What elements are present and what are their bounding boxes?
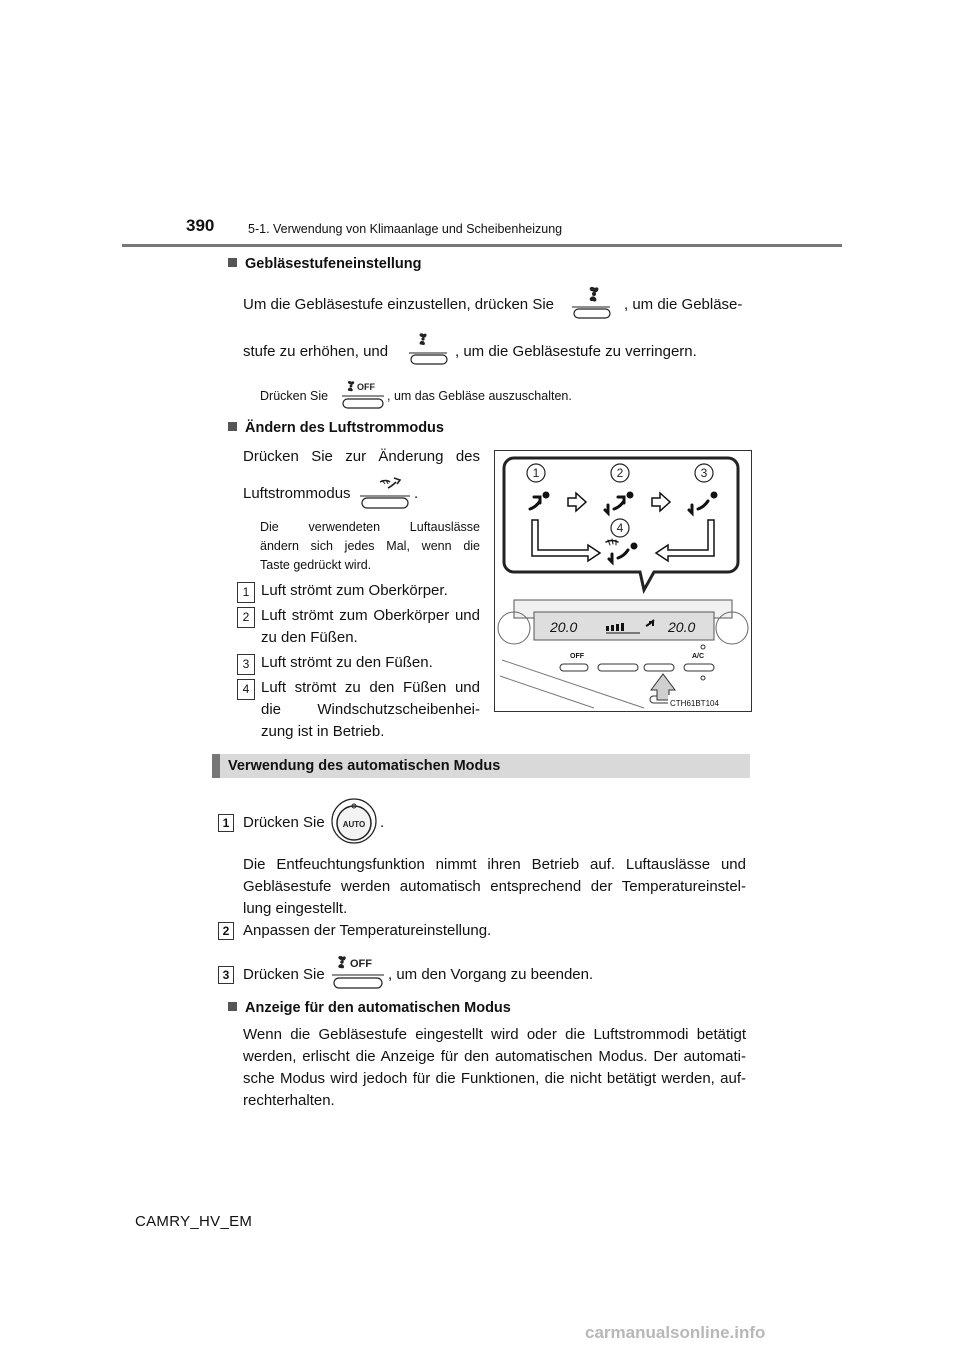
step-number-3: 3 (218, 966, 234, 984)
square-bullet-icon (228, 1002, 237, 1011)
step2-text: Anpassen der Temperatureinstellung. (243, 922, 492, 939)
header-rule (122, 244, 842, 247)
panel-off-label: OFF (570, 653, 584, 660)
airflow-note-2: ändern sich jedes Mal, wenn die (260, 539, 480, 553)
callout-2: 2 (616, 466, 624, 480)
off-button-icon (330, 952, 386, 992)
indicator-text-1: Wenn die Gebläsestufe eingestellt wird oder die Luftstrommodi betätigt (243, 1026, 746, 1043)
indicator-text-4: rechterhalten. (243, 1092, 335, 1109)
callout-1: 1 (532, 466, 540, 480)
airflow-item-4-line3: zung ist in Betrieb. (261, 723, 385, 740)
step1-desc-2: Gebläsestufe werden automatisch entsprechend der Temperatureinstel- (243, 878, 746, 895)
airflow-heading: Ändern des Luftstrommodus (228, 420, 444, 436)
running-title: 5-1. Verwendung von Klimaanlage und Scheibenheizung (248, 222, 563, 236)
figure-code: CTH61BT104 (670, 699, 719, 708)
footer-model: CAMRY_HV_EM (135, 1213, 253, 1230)
list-number-2: 2 (237, 607, 255, 628)
auto-button-icon (330, 797, 378, 845)
airflow-item-1: Luft strömt zum Oberkörper. (261, 582, 448, 599)
temp-left: 20.0 (550, 619, 578, 635)
list-number-1: 1 (237, 582, 255, 603)
square-bullet-icon (228, 422, 237, 431)
airflow-intro-1: Drücken Sie zur Änderung des (243, 448, 480, 465)
callout-3: 3 (700, 466, 708, 480)
off-button-label: OFF (350, 958, 372, 970)
fan-off-label: OFF (357, 382, 375, 392)
airflow-note-3: Taste gedrückt wird. (260, 558, 372, 572)
airflow-item-2-line2: zu den Füßen. (261, 629, 358, 646)
airflow-note-1: Die verwendeten Luftauslässe (260, 520, 480, 534)
indicator-text-3: sche Modus wird jedoch für die Funktionen, die nicht betätigt werden, auf- (243, 1070, 746, 1087)
airflow-intro-2-post: . (414, 485, 419, 502)
airflow-item-4-line1: Luft strömt zu den Füßen und (261, 679, 480, 696)
step1-desc-1: Die Entfeuchtungsfunktion nimmt ihren Betrieb auf. Luftauslässe und (243, 856, 746, 873)
airflow-item-2-line1: Luft strömt zum Oberkörper und (261, 607, 480, 624)
fan-high-button-icon (572, 284, 612, 322)
fan-note-pre: Drücken Sie (260, 389, 329, 403)
list-number-3: 3 (237, 654, 255, 675)
step1-pre: Drücken Sie (243, 814, 325, 831)
fan-heading: Gebläsestufeneinstellung (228, 256, 421, 272)
fan-line1-post: , um die Gebläse- (624, 296, 743, 313)
airflow-item-3: Luft strömt zu den Füßen. (261, 654, 433, 671)
square-bullet-icon (228, 258, 237, 267)
airflow-figure (494, 450, 752, 712)
page-number: 390 (186, 216, 215, 235)
step-number-2: 2 (218, 922, 234, 940)
panel-ac-label: A/C (692, 653, 705, 660)
airflow-mode-button-icon (358, 472, 412, 512)
step3-post: , um den Vorgang zu beenden. (388, 966, 594, 983)
watermark: carmanualsonline.info (585, 1323, 766, 1342)
indicator-text-2: werden, erlischt die Anzeige für den automatischen Modus. Der automati- (243, 1048, 746, 1065)
fan-low-button-icon (407, 330, 449, 368)
fan-note-post: , um das Gebläse auszuschalten. (387, 389, 572, 403)
step-number-1: 1 (218, 814, 234, 832)
airflow-intro-2-pre: Luftstrommodus (243, 485, 351, 502)
section-title: Verwendung des automatischen Modus (228, 758, 501, 774)
step1-desc-3: lung eingestellt. (243, 900, 348, 917)
indicator-heading: Anzeige für den automatischen Modus (228, 1000, 511, 1016)
fan-line2-pre: stufe zu erhöhen, und (243, 343, 389, 360)
airflow-item-4-line2: die Windschutzscheibenhei- (261, 701, 480, 718)
fan-off-button-icon (340, 378, 386, 410)
fan-line1-pre: Um die Gebläsestufe einzustellen, drücken Sie (243, 296, 555, 313)
section-bar (212, 754, 750, 778)
fan-line2-post: , um die Gebläsestufe zu verringern. (455, 343, 697, 360)
temp-right: 20.0 (668, 619, 696, 635)
list-number-4: 4 (237, 679, 255, 700)
callout-4: 4 (616, 521, 624, 535)
auto-button-label: AUTO (342, 820, 366, 829)
step3-pre: Drücken Sie (243, 966, 325, 983)
step1-post: . (380, 814, 385, 831)
